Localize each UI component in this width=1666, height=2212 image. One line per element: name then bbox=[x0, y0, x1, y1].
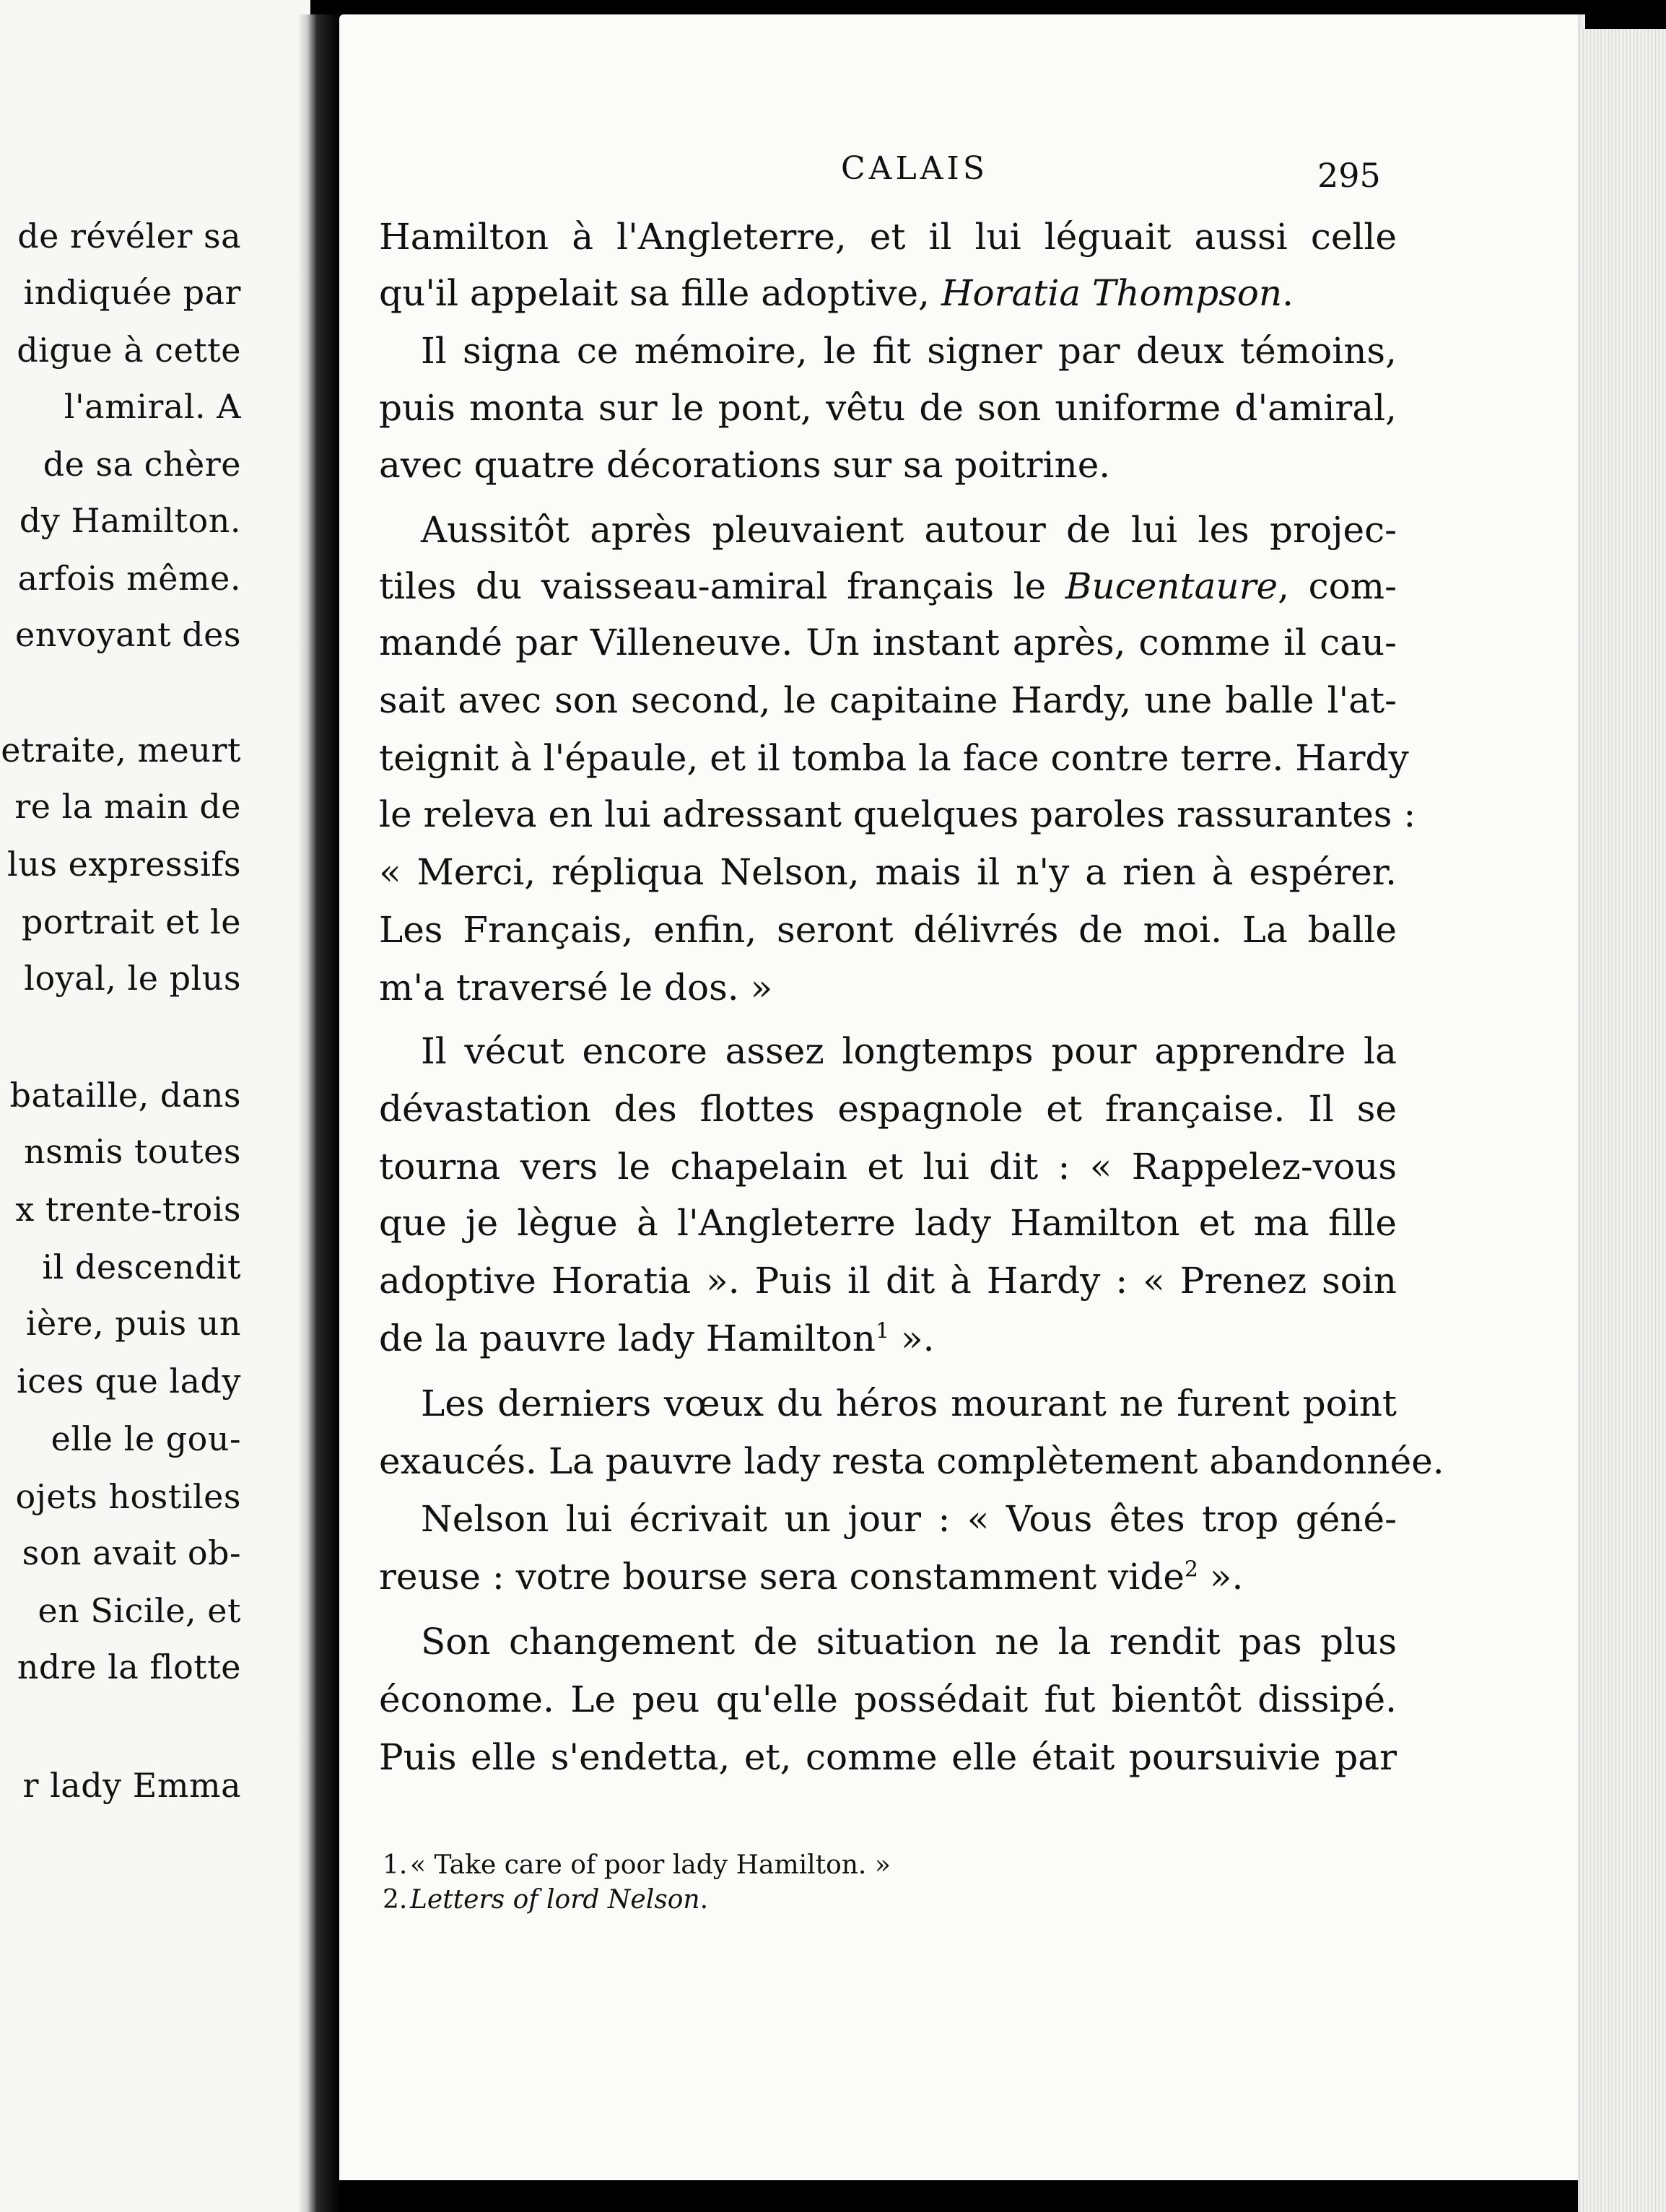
body-line bbox=[379, 1259, 1397, 1304]
footnote bbox=[383, 1848, 1032, 1883]
footnote-italic-title: Letters of lord Nelson bbox=[410, 1885, 700, 1915]
left-page-line: dy Hamilton. bbox=[19, 501, 241, 540]
body-line-text: sait avec son second, le capitaine Hardy, une balle l'at- bbox=[379, 679, 1397, 721]
left-page-line: en Sicile, et bbox=[38, 1591, 241, 1630]
footnote-marker: 2 bbox=[1184, 1556, 1199, 1582]
footnote-number: 2. bbox=[383, 1885, 408, 1915]
running-head: CALAIS bbox=[841, 150, 988, 187]
left-page-line: il descendit bbox=[42, 1247, 241, 1286]
body-line bbox=[379, 1555, 1397, 1600]
body-line bbox=[379, 1678, 1397, 1723]
body-line-text: le releva en lui adressant quelques paroles rassurantes : bbox=[379, 793, 1416, 835]
left-page-line: digue à cette bbox=[17, 331, 241, 370]
right-page bbox=[339, 14, 1581, 2180]
body-line bbox=[379, 329, 1397, 374]
left-page bbox=[0, 0, 310, 2212]
body-line-text: tourna vers le chapelain et lui dit : « Rappelez-vous bbox=[379, 1146, 1397, 1188]
left-page-line: ices que lady bbox=[17, 1362, 241, 1401]
body-line-text: , com- bbox=[1278, 565, 1397, 607]
body-line-text: Son changement de situation ne la rendit pas plus bbox=[421, 1621, 1397, 1663]
body-line bbox=[379, 1317, 1397, 1362]
body-line-text: que je lègue à l'Angleterre lady Hamilton et ma fille bbox=[379, 1202, 1397, 1244]
body-line bbox=[379, 386, 1397, 431]
body-line-text: exaucés. La pauvre lady resta complètement abandonnée. bbox=[379, 1440, 1444, 1482]
left-page-line: ndre la flotte bbox=[17, 1647, 241, 1686]
footnote-text: . bbox=[699, 1885, 709, 1915]
body-line bbox=[379, 1029, 1397, 1074]
body-line bbox=[379, 908, 1397, 953]
left-page-line: portrait et le bbox=[21, 902, 241, 941]
left-page-line: lus expressifs bbox=[7, 845, 241, 884]
body-line-text: Hamilton à l'Angleterre, et il lui léguait aussi celle bbox=[379, 216, 1397, 258]
body-line-text: Puis elle s'endetta, et, comme elle était poursuivie par bbox=[379, 1736, 1397, 1778]
left-page-line: etraite, meurt bbox=[1, 731, 241, 770]
body-line-text: m'a traversé le dos. » bbox=[379, 967, 773, 1009]
body-line-text: « Merci, répliqua Nelson, mais il n'y a rien à espérer. bbox=[379, 851, 1397, 893]
body-line bbox=[379, 679, 1397, 723]
left-page-line: r lady Emma bbox=[22, 1766, 241, 1805]
left-page-line: indiquée par bbox=[23, 273, 241, 312]
left-page-line: de sa chère bbox=[43, 445, 241, 484]
body-line-text: mandé par Villeneuve. Un instant après, comme il cau- bbox=[379, 622, 1397, 663]
left-page-line: elle le gou- bbox=[51, 1419, 241, 1458]
body-line-text: avec quatre décorations sur sa poitrine. bbox=[379, 444, 1111, 486]
italic-title: Horatia Thompson bbox=[941, 272, 1283, 314]
left-page-line: x trente-trois bbox=[15, 1190, 241, 1229]
body-line-text: économe. Le peu qu'elle possédait fut bientôt dissipé. bbox=[379, 1678, 1397, 1720]
italic-title: Bucentaure bbox=[1065, 565, 1278, 607]
body-line-text: teignit à l'épaule, et il tomba la face contre terre. Hardy bbox=[379, 737, 1409, 779]
body-line bbox=[379, 736, 1409, 781]
page-number: 295 bbox=[1317, 156, 1381, 195]
left-page-line: ojets hostiles bbox=[15, 1477, 241, 1516]
left-page-line: l'amiral. A bbox=[64, 387, 241, 426]
body-line-text: Aussitôt après pleuvaient autour de lui les projec- bbox=[421, 509, 1397, 551]
left-page-line: loyal, le plus bbox=[24, 959, 241, 998]
book-gutter bbox=[297, 14, 341, 2212]
body-line-text: . bbox=[1282, 272, 1294, 314]
body-line bbox=[379, 966, 1397, 1011]
body-line-text: puis monta sur le pont, vêtu de son uniforme d'amiral, bbox=[379, 387, 1397, 429]
left-page-line: bataille, dans bbox=[9, 1076, 241, 1115]
body-line bbox=[379, 1620, 1397, 1665]
body-line-text: de la pauvre lady Hamilton bbox=[379, 1318, 876, 1359]
body-line bbox=[379, 443, 1397, 488]
body-line-text: Les derniers vœux du héros mourant ne furent point bbox=[421, 1382, 1397, 1424]
left-page-line: de révéler sa bbox=[17, 217, 241, 256]
body-line-text: Il vécut encore assez longtemps pour apprendre la bbox=[421, 1030, 1397, 1072]
body-line bbox=[379, 1497, 1397, 1542]
body-line-text: ». bbox=[1198, 1556, 1244, 1598]
body-line bbox=[379, 850, 1397, 895]
body-line-text: dévastation des flottes espagnole et française. Il se bbox=[379, 1088, 1397, 1130]
left-page-line: arfois même. bbox=[17, 559, 241, 598]
body-line bbox=[379, 271, 1397, 316]
body-line bbox=[379, 508, 1397, 553]
body-line bbox=[379, 1201, 1397, 1246]
body-line bbox=[379, 793, 1416, 837]
footnote bbox=[383, 1883, 1032, 1917]
body-line bbox=[379, 215, 1397, 260]
body-line-text: ». bbox=[889, 1318, 935, 1359]
body-line-text: qu'il appelait sa fille adoptive, bbox=[379, 272, 941, 314]
left-page-line: envoyant des bbox=[15, 615, 241, 654]
body-line-text: Nelson lui écrivait un jour : « Vous êtes trop géné- bbox=[421, 1498, 1397, 1540]
body-line bbox=[379, 1440, 1444, 1484]
body-line bbox=[379, 621, 1397, 666]
footnotes bbox=[383, 1848, 1032, 1917]
left-page-line: nsmis toutes bbox=[24, 1132, 241, 1171]
body-line-text: reuse : votre bourse sera constamment vide bbox=[379, 1556, 1185, 1598]
body-line-text: Les Français, enfin, seront délivrés de moi. La balle bbox=[379, 909, 1397, 951]
body-line bbox=[379, 1145, 1397, 1190]
body-line-text: tiles du vaisseau-amiral français le bbox=[379, 565, 1065, 607]
left-page-line: re la main de bbox=[14, 787, 241, 826]
body-line bbox=[379, 1736, 1397, 1780]
footnote-number: 1. bbox=[383, 1850, 408, 1880]
body-line bbox=[379, 565, 1397, 609]
body-line bbox=[379, 1087, 1397, 1132]
footnote-marker: 1 bbox=[876, 1318, 890, 1344]
body-line bbox=[379, 1382, 1397, 1427]
footnote-text: « Take care of poor lady Hamilton. » bbox=[410, 1850, 891, 1880]
left-page-line: son avait ob- bbox=[22, 1533, 241, 1572]
body-line-text: Il signa ce mémoire, le fit signer par deux témoins, bbox=[421, 330, 1397, 372]
page-stack-edge bbox=[1581, 29, 1666, 2212]
body-line-text: adoptive Horatia ». Puis il dit à Hardy : « Prenez soin bbox=[379, 1260, 1397, 1302]
left-page-line: ière, puis un bbox=[25, 1304, 241, 1343]
